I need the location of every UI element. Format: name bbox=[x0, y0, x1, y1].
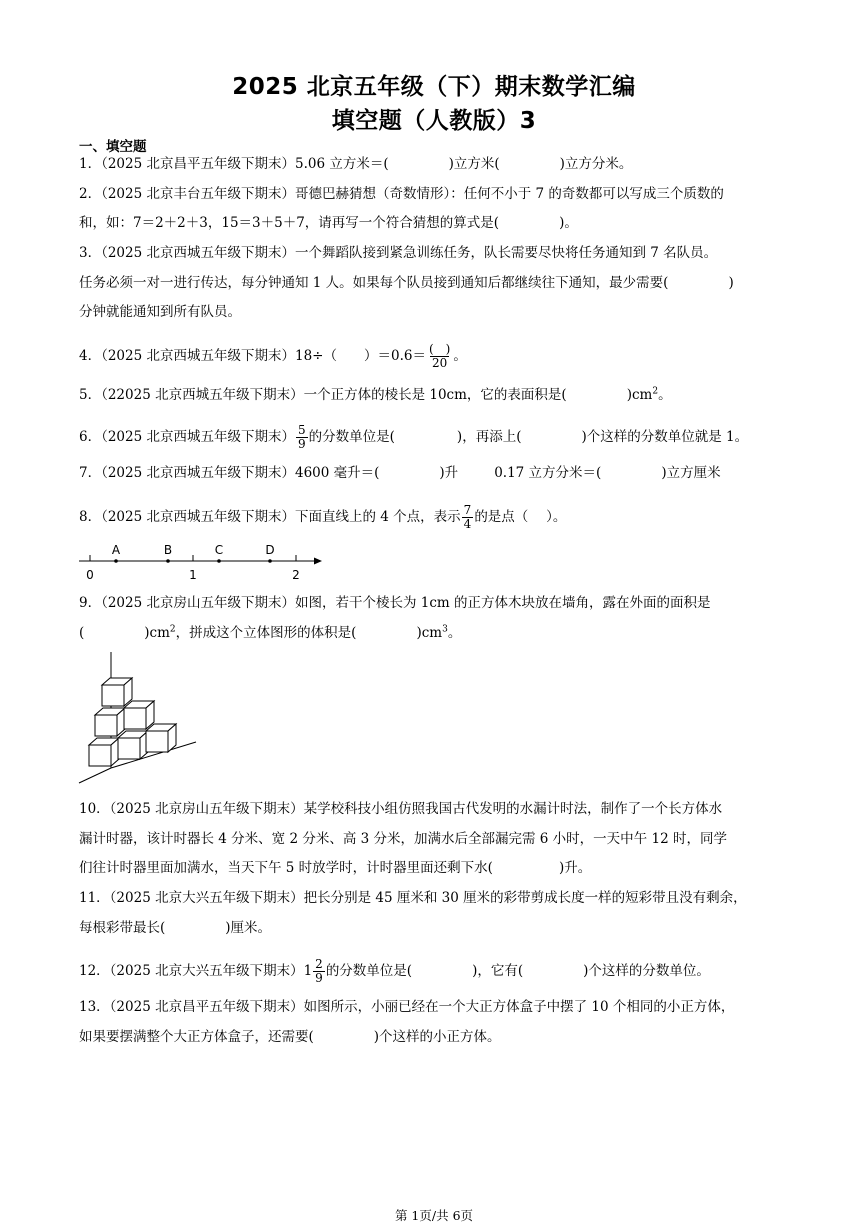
question-13: 13．（2025 北京昌平五年级下期末）如图所示，小丽已经在一个大正方体盒子中摆了 10 个相同的小正方体， bbox=[79, 999, 735, 1015]
section-heading: 一、填空题 bbox=[79, 139, 147, 155]
question-12: 12．（2025 北京大兴五年级下期末）1 $\frac{2}{9}$ 的分数单位是( )，它有( )个这样的分数单位。 bbox=[79, 957, 710, 985]
fraction: $\frac{( )}{20}$ bbox=[428, 342, 451, 370]
question-11-cont: 每根彩带最长( )厘米。 bbox=[79, 920, 272, 936]
question-13-cont: 如果要摆满整个大正方体盒子，还需要( )个这样的小正方体。 bbox=[79, 1029, 501, 1045]
question-3-cont: 任务必须一对一进行传达，每分钟通知 1 人。如果每个队员接到通知后都继续往下通知，最少需要( ) bbox=[79, 275, 734, 291]
question-10: 10．（2025 北京房山五年级下期末）某学校科技小组仿照我国古代发明的水漏计时法，制作了一个长方体水 bbox=[79, 801, 723, 817]
tick-label-0: 0 bbox=[86, 568, 94, 582]
question-7: 7．（2025 北京西城五年级下期末）4600 毫升＝( )升 0.17 立方分米＝( )立方厘米 bbox=[79, 465, 721, 481]
document-subtitle: 填空题（人教版）3 bbox=[331, 108, 537, 134]
question-11: 11．（2025 北京大兴五年级下期末）把长分别是 45 厘米和 30 厘米的彩带剪成长度一样的短彩带且没有剩余， bbox=[79, 890, 747, 906]
point-a-dot bbox=[114, 559, 118, 563]
cube bbox=[118, 731, 148, 759]
point-c-dot bbox=[217, 559, 221, 563]
tick-label-1: 1 bbox=[189, 568, 197, 582]
point-d-dot bbox=[268, 559, 272, 563]
point-d-label: D bbox=[265, 543, 275, 557]
tick-label-2: 2 bbox=[292, 568, 300, 582]
question-9: 9．（2025 北京房山五年级下期末）如图，若干个棱长为 1cm 的正方体木块放在墙角，露在外面的面积是 bbox=[79, 595, 711, 611]
cube bbox=[89, 738, 119, 766]
cubes-in-corner-figure bbox=[76, 650, 200, 786]
question-3: 3．（2025 北京西城五年级下期末）一个舞蹈队接到紧急训练任务，队长需要尽快将任务通知到 7 名队员。 bbox=[79, 245, 718, 261]
cube bbox=[124, 701, 154, 729]
question-10-cont2: 们往计时器里面加满水，当天下午 5 时放学时，计时器里面还剩下水( )升。 bbox=[79, 860, 592, 876]
point-a-label: A bbox=[111, 543, 121, 557]
cube bbox=[146, 724, 176, 752]
question-6: 6．（2025 北京西城五年级下期末） $\frac{5}{9}$ 的分数单位是( )，再添上( )个这样的分数单位就是 1。 bbox=[79, 423, 749, 451]
question-8: 8．（2025 北京西城五年级下期末）下面直线上的 4 个点，表示 $\frac{7}{4}$ 的是点（ ）。 bbox=[79, 503, 567, 531]
number-line bbox=[76, 540, 326, 584]
question-3-cont2: 分钟就能通知到所有队员。 bbox=[79, 304, 241, 320]
fraction: $\frac{5}{9}$ bbox=[298, 423, 306, 451]
question-1: 1．（2025 北京昌平五年级下期末）5.06 立方米＝( )立方米( )立方分米。 bbox=[79, 156, 633, 172]
point-c-label: C bbox=[214, 543, 224, 557]
document-title: 2025 北京五年级（下）期末数学汇编 bbox=[232, 74, 636, 100]
question-9-cont: ( )$cm^2$，拼成这个立体图形的体积是( )$cm^3$。 bbox=[79, 624, 462, 641]
question-4: 4．（2025 北京西城五年级下期末）18÷（ ）＝0.6＝ $\frac{( )}{20}$ 。 bbox=[79, 342, 467, 370]
fraction: $\frac{2}{9}$ bbox=[315, 957, 323, 985]
question-5: 5．（22025 北京西城五年级下期末）一个正方体的棱长是 10cm，它的表面积是( )$cm^2$。 bbox=[79, 386, 672, 403]
question-2: 2．（2025 北京丰台五年级下期末）哥德巴赫猜想（奇数情形）：任何不小于 7 的奇数都可以写成三个质数的 bbox=[79, 186, 724, 202]
question-2-cont: 和，如：7＝2＋2＋3，15＝3＋5＋7，请再写一个符合猜想的算式是( )。 bbox=[79, 215, 578, 231]
fraction: $\frac{7}{4}$ bbox=[463, 503, 472, 531]
cube bbox=[95, 708, 125, 736]
point-b-dot bbox=[166, 559, 170, 563]
page-number: 第 1页/共 6页 bbox=[394, 1208, 474, 1223]
cube bbox=[102, 678, 132, 706]
question-10-cont: 漏计时器，该计时器长 4 分米、宽 2 分米、高 3 分米，加满水后全部漏完需 6 小时，一天中午 12 时，同学 bbox=[79, 831, 727, 847]
point-b-label: B bbox=[163, 543, 173, 557]
